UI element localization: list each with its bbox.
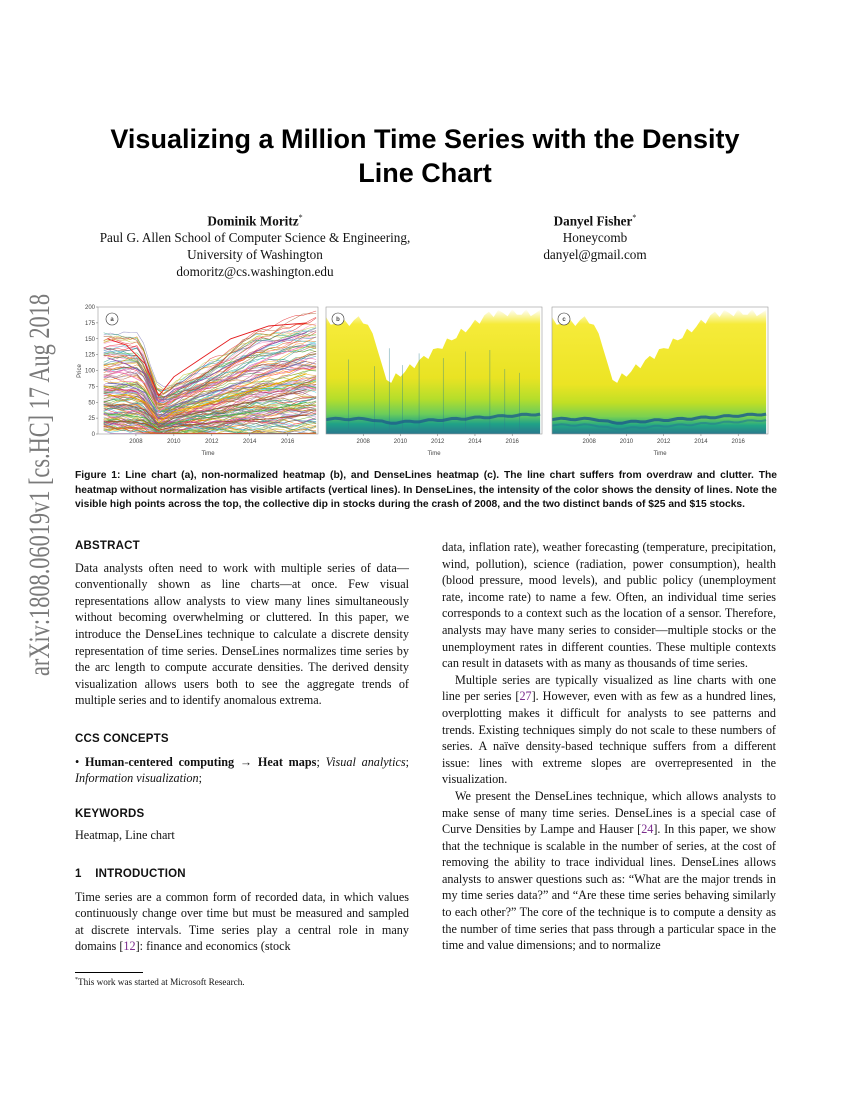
right-paragraph-2 [442, 672, 776, 788]
ccs-sep: ; [405, 754, 409, 769]
x-tick-label: 2008 [129, 439, 143, 445]
ccs-sep: ; [316, 754, 326, 769]
figure-panel-b [325, 305, 547, 460]
footnote-mark: * [75, 977, 78, 983]
citation-link[interactable]: 27 [519, 689, 532, 704]
x-axis-label: Time [653, 451, 667, 457]
footnote-text: This work was started at Microsoft Research. [78, 977, 245, 988]
line-chart [72, 305, 322, 460]
paper-title [80, 122, 770, 190]
author-mark: * [298, 213, 303, 222]
keywords-text: Heatmap, Line chart [75, 828, 175, 843]
y-axis-label: Price [77, 364, 83, 378]
right-column [442, 539, 776, 954]
x-tick-label: 2014 [468, 439, 482, 445]
x-tick-label: 2010 [393, 439, 408, 445]
author-mark: * [632, 213, 637, 222]
x-tick-label: 2010 [619, 439, 634, 445]
left-column [75, 538, 409, 955]
ccs-italic: Information visualization [75, 771, 199, 786]
paper-title-text: Visualizing a Million Time Series with the Density Line Chart [110, 124, 740, 188]
x-tick-label: 2014 [243, 439, 257, 445]
y-tick-label: 125 [84, 352, 95, 359]
x-tick-label: 2012 [431, 439, 445, 445]
paragraph-text: Multiple series are typically visualized as line charts with one line per series [ [442, 672, 776, 704]
citation-link[interactable]: 24 [641, 822, 654, 837]
ccs-end: ; [198, 771, 202, 786]
paragraph-text: We present the DenseLines technique, which allows analysts to make sense of many time series. DenseLines is a special case of Curve Densities by Lampe and Hauser [ [442, 788, 776, 837]
author-affiliation: University of Washington [187, 247, 323, 263]
panel-label: b [336, 317, 340, 323]
intro-heading [75, 866, 409, 883]
denselines-chart [551, 305, 773, 460]
figure-caption: Figure 1: Line chart (a), non-normalized heatmap (b), and DenseLines heatmap (c). The line chart suffers from overdraw and clutter. The heatmap without normalization has visible artifacts (vertical lines). In DenseLines, the intensity of the color shows the density of lines. Note the visible high points across the top, the collective dip in stocks during the crash of 2008, and the two distinct bands of $25 and $15 stocks. [75, 470, 777, 510]
arxiv-identifier [17, 290, 57, 680]
right-paragraph-3 [442, 788, 776, 954]
author-block-2 [480, 209, 710, 263]
x-tick-label: 2008 [356, 439, 370, 445]
author-affiliation: Paul G. Allen School of Computer Science & Engineering, [99, 230, 411, 246]
figure-panel-a [72, 305, 322, 460]
ccs-bold: Human-centered computing → Heat maps [85, 754, 317, 769]
ccs-text [75, 754, 409, 787]
intro-paragraph [75, 889, 409, 955]
y-tick-label: 200 [84, 305, 95, 311]
x-axis-label: Time [201, 451, 215, 457]
keywords-heading: KEYWORDS [75, 807, 145, 820]
ccs-italic: Visual analytics [325, 754, 406, 769]
footnote [75, 977, 245, 987]
intro-text: Time series are a common form of recorded data, in which values continuously change over time but must be measured and sampled at discrete intervals. Time series play a central role in many domains [ [75, 889, 409, 954]
right-paragraph-1: data, inflation rate), weather forecasting (temperature, precipitation, wind, pollution), science (radiation, power consumption), health (blood pressure, mood levels), and public policy (unemployment rate, income rate) to name a few. Often, an individual time series corresponds to a context such as the location of a sensor. Therefore, analysts may have many series to consider—multiple stocks or the unemployment rates in different counties. These multiple contexts can result in datasets with as many as thousands of time series. [442, 540, 776, 671]
y-tick-label: 75 [88, 384, 95, 391]
y-tick-label: 50 [88, 400, 95, 407]
x-tick-label: 2010 [167, 439, 181, 445]
panel-label: a [110, 317, 114, 323]
x-tick-label: 2012 [657, 439, 671, 445]
y-tick-label: 0 [91, 432, 95, 438]
author-email: domoritz@cs.washington.edu [176, 264, 334, 280]
intro-text: ]: finance and economics (stock [135, 939, 291, 954]
x-tick-label: 2014 [694, 439, 708, 445]
panel-label: c [562, 317, 566, 323]
arxiv-id-text: arXiv:1808.06019v1 [cs.HC] 17 Aug 2018 [23, 290, 56, 676]
abstract-text: Data analysts often need to work with multiple series of data—conventionally shown as line charts—at once. Few visual representations allow analysts to view many lines simultaneously without becoming overwhelming or cluttered. In this paper, we introduce the DenseLines technique to calculate a discrete density representation of time series. DenseLines normalizes time series by the arc length to compute accurate densities. The derived density visualization allows users both to see the aggregate trends of multiple series and to identify anomalous extrema. [75, 560, 409, 708]
y-tick-label: 25 [88, 416, 95, 423]
x-tick-label: 2012 [205, 439, 219, 445]
x-tick-label: 2016 [280, 439, 295, 445]
x-tick-label: 2016 [505, 439, 519, 445]
author-block-1 [70, 209, 440, 280]
y-tick-label: 150 [84, 336, 95, 343]
y-tick-label: 100 [84, 368, 95, 375]
x-tick-label: 2016 [731, 439, 745, 445]
paragraph-text: ]. In this paper, we show that the technique is scalable in the number of series, at the cost of removing the ability to trace individual lines. DenseLines allows analysts to answer questions such as: “What are the major trends in my time series data?” and “Are these time series behaving similarly to each other?” The core of the technique is to compute a density as the number of time series that pass through a particular space in the time and value dimensions; and to normalize [442, 822, 777, 953]
section-number: 1 [75, 867, 82, 880]
author-affiliation: Honeycomb [562, 230, 628, 246]
abstract-heading: ABSTRACT [75, 540, 140, 552]
figure-panel-c [551, 305, 773, 460]
author-name: Danyel Fisher [553, 213, 633, 229]
x-axis-label: Time [427, 451, 441, 457]
author-email: danyel@gmail.com [543, 247, 647, 263]
section-title: INTRODUCTION [95, 867, 186, 880]
footnote-rule [75, 972, 143, 973]
x-tick-label: 2008 [582, 439, 596, 445]
paragraph-text: ]. However, even with as few as a hundred lines, overplotting makes it difficult for analysts to see patterns and trends. Existing techniques simply do not scale to these numbers of series. A naïve density-based technique suffers from a different issue: lines with extreme slopes are overrepresented in the visualization. [442, 689, 776, 787]
heatmap-chart [325, 305, 547, 460]
ccs-heading: CCS CONCEPTS [75, 732, 169, 745]
ccs-bullet: • [75, 754, 86, 769]
citation-link[interactable]: 12 [123, 939, 136, 954]
y-tick-label: 175 [84, 320, 95, 327]
author-name: Dominik Moritz [207, 213, 299, 229]
